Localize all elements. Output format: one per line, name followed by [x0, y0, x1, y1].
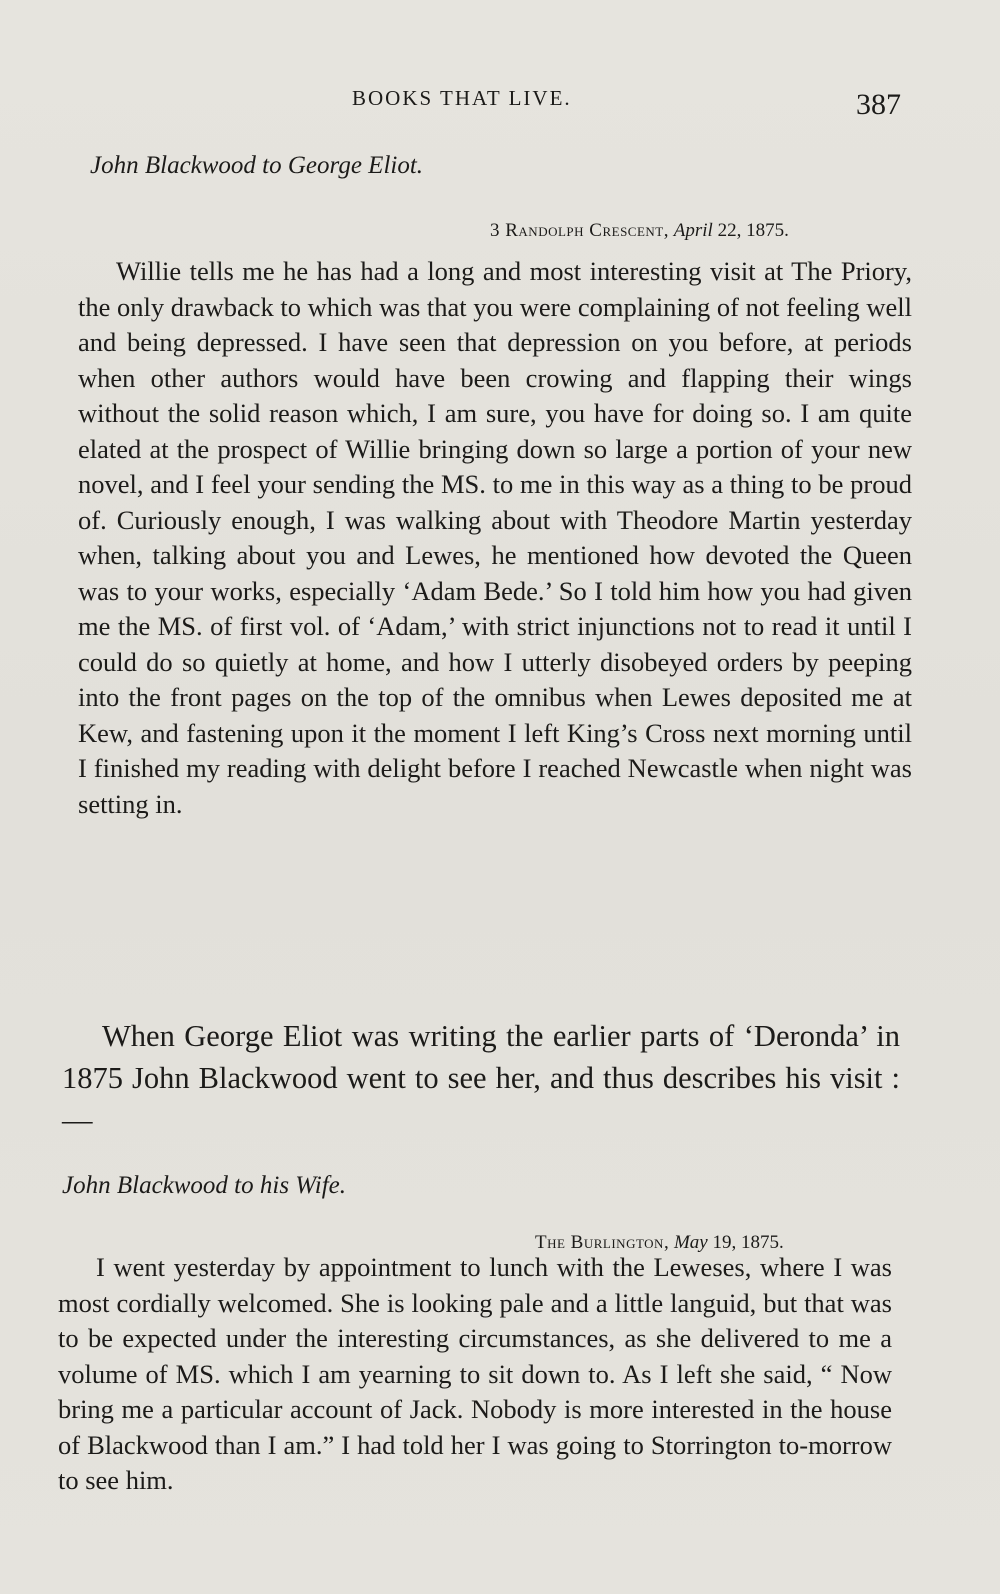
- letter-dateline: [490, 220, 789, 242]
- dateline-date: 19, 1875.: [707, 1232, 784, 1253]
- letter-body: I went yesterday by appointment to lunch with the Leweses, where I was most cordially welcomed. She is looking pale and a little languid, but that was to be expected under the interesting circumstances, as she delivered to me a volume of MS. which I am yearning to sit down to. As I left she said, “ Now bring me a particular account of Jack. Nobody is more interested in the house of Blackwood than I am.” I had told her I was going to Storrington to-morrow to see him.: [58, 1252, 892, 1495]
- letter-heading: John Blackwood to his Wife.: [62, 1172, 346, 1199]
- page-number: 387: [856, 88, 901, 121]
- letter-body: Willie tells me he has had a long and most interesting visit at The Priory, the only drawback to which was that you were complaining of not feeling well and being depressed. I have seen that depression on you before, at periods when other authors would have been crowing and flapping their wings without the solid reason which, I am sure, you have for doing so. I am quite elated at the prospect of Willie bringing down so large a portion of your new novel, and I feel your sending the MS. to me in this way as a thing to be proud of. Curiously enough, I was walking about with Theodore Martin yesterday when, talking about you and Lewes, he mentioned how devoted the Queen was to your works, especially ‘Adam Bede.’ So I told him how you had given me the MS. of first vol. of ‘Adam,’ with strict injunctions not to read it until I could do so quietly at home, and how I utterly disobeyed orders by peeping into the front pages on the top of the omnibus when Lewes deposited me at Kew, and fastening upon it the moment I left King’s Cross next morning until I finished my reading with delight before I reached Newcastle when night was setting in.: [78, 256, 912, 819]
- dateline-month: April: [673, 220, 713, 241]
- narrative-paragraph: When George Eliot was writing the earlier parts of ‘Deronda’ in 1875 John Blackwood went to see her, and thus describes his visit :—: [62, 1019, 900, 1137]
- letter-heading: John Blackwood to George Eliot.: [90, 152, 424, 179]
- running-title: BOOKS THAT LIVE.: [352, 86, 572, 110]
- dateline-address: The Burlington,: [535, 1232, 670, 1253]
- dateline-month: May: [673, 1232, 708, 1253]
- dateline-address: 3 Randolph Crescent,: [490, 220, 669, 241]
- dateline-date: 22, 1875.: [712, 220, 789, 241]
